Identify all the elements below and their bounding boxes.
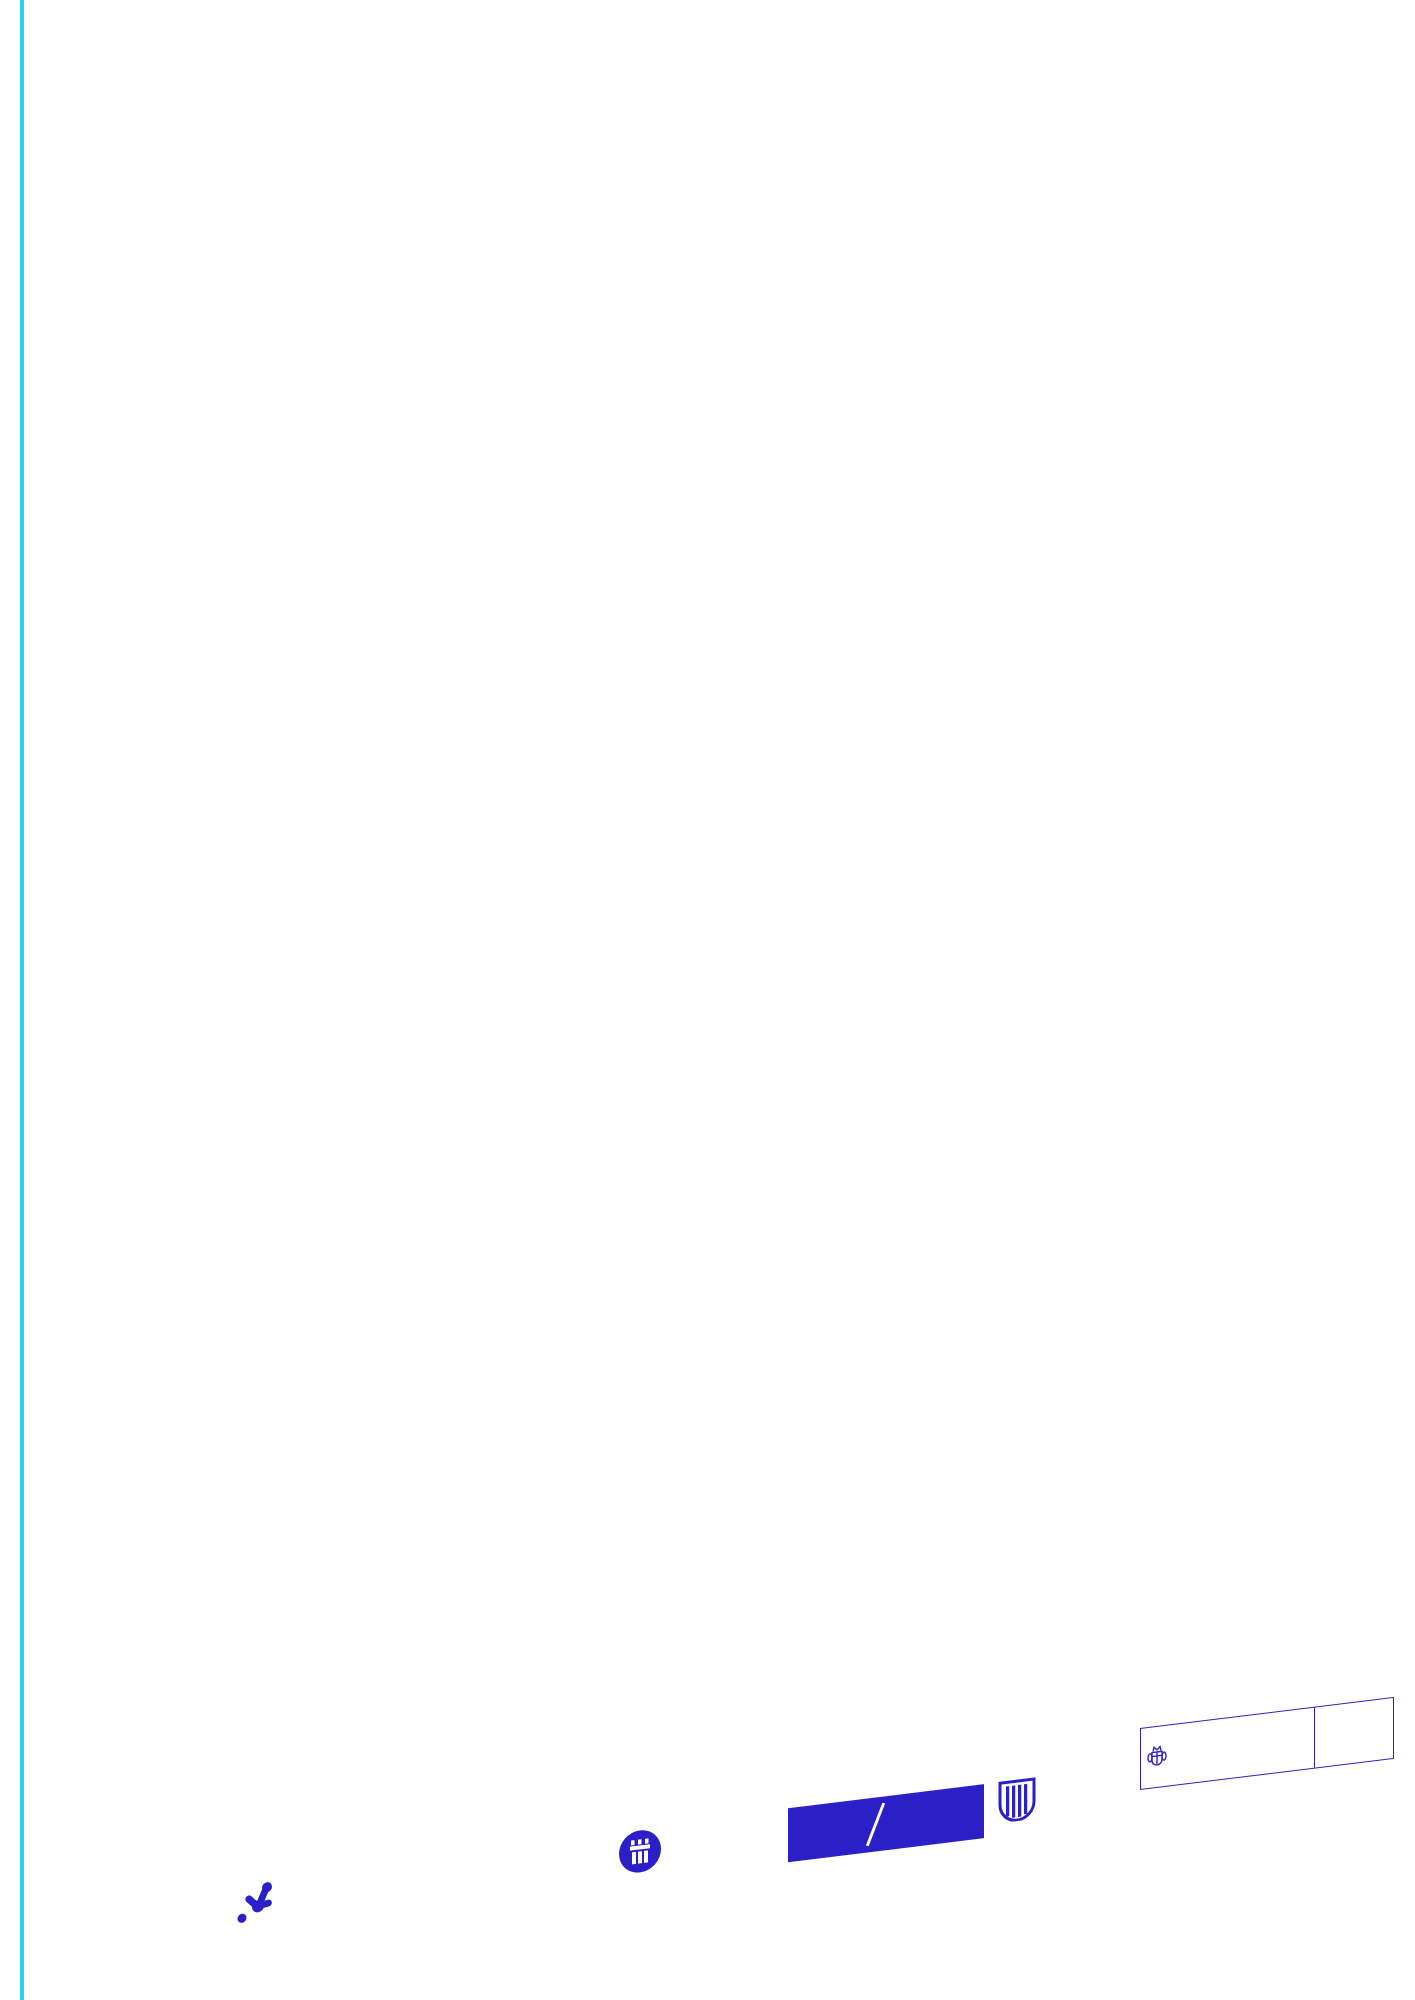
ministerio-section [1141,1708,1315,1789]
embranzida-logo [52,0,752,218]
diputacio-icon [618,1827,662,1876]
generalitat-icon [998,1777,1036,1824]
ministerio-sepe-logo [1140,1697,1394,1790]
schedule-time-2 [246,1034,428,1056]
schedule-time-1 [246,944,428,966]
soc-slash-icon [866,1803,885,1847]
sepe-section [1315,1698,1393,1768]
schedule-sessions [584,767,1256,1128]
soc-logo [788,1784,984,1862]
schedule-format-4 [434,1133,616,1155]
schedule-time-4 [246,1174,428,1196]
session-4 [584,805,1256,1128]
ministerio-coat-of-arms-icon [1147,1743,1167,1771]
schedule-time-3 [246,1124,428,1146]
schedule-time-5 [246,1466,428,1488]
schedule-format-5 [434,1420,616,1442]
consorci-icon [234,1877,282,1931]
